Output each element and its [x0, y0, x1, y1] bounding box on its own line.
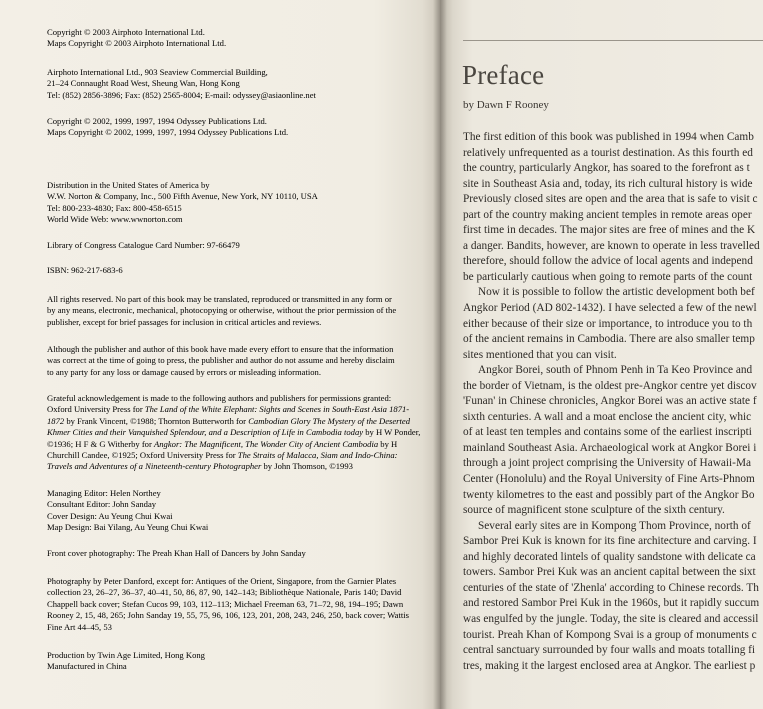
body-line: mainland Southeast Asia. Archaeological work at Angkor Borei i: [463, 441, 757, 454]
production-line: Manufactured in China: [47, 661, 127, 672]
body-line: either because of their size or importance, to introduce you to th: [463, 317, 753, 330]
distribution-line: Distribution in the United States of America by: [47, 180, 210, 190]
photography-credits: [47, 576, 442, 633]
body-line: and restored Sambor Prei Kuk in the 1960s, but it rapidly succum: [463, 597, 760, 610]
body-line: The first edition of this book was published in 1994 when Camb: [463, 131, 754, 143]
rights-line: All rights reserved. No part of this book may be translated, reproduced or transmitted in any form or: [47, 294, 392, 304]
body-line: therefore, should follow the advice of local agents and independ: [463, 255, 753, 268]
isbn: ISBN: 962-217-683-6: [47, 265, 123, 275]
rights-notice: [47, 294, 442, 328]
ack-line: Churchill Candee, ©1925; Oxford University Press for The Straits of Malacca, Siam and Indo-China:: [47, 450, 398, 461]
body-line: site in Southeast Asia and, today, its rich cultural history is wide: [463, 177, 753, 190]
body-line: twenty kilometres to the east and possibly part of the Angkor Bo: [463, 488, 755, 501]
editor-line: Map Design: Bai Yilang, Au Yeung Chui Kwai: [47, 522, 209, 533]
body-line: 'Funan' in Chinese chronicles, Angkor Borei was an active state f: [463, 395, 757, 408]
body-line: Center (Honolulu) and the Royal University of Fine Arts-Phnom: [463, 473, 755, 486]
editor-line: Managing Editor: Helen Northey: [47, 488, 161, 498]
production-line: Production by Twin Age Limited, Hong Kong: [47, 650, 205, 660]
front-cover-credit: Front cover photography: The Preah Khan Hall of Dancers by John Sanday: [47, 548, 306, 558]
photo-line: Fine Art 44–45, 53: [47, 621, 112, 632]
copyright-line: Copyright © 2003 Airphoto International Ltd.: [47, 27, 205, 37]
publisher-line: Tel: (852) 2856-3896; Fax: (852) 2565-8004; E-mail: odyssey@asiaonline.net: [47, 89, 316, 100]
disclaimer-line: Although the publisher and author of this book have made every effort to ensure that the information: [47, 344, 394, 354]
body-line: central sanctuary surrounded by four walls and moats totalling fi: [463, 644, 756, 657]
body-line: the border of Vietnam, is the oldest pre-Angkor centre yet discov: [463, 379, 757, 392]
acknowledgements: [47, 393, 442, 473]
ack-line: Travels and Adventures of a Nineteenth-century Photographer by John Thomson, ©1993: [47, 461, 353, 472]
publisher-line: Airphoto International Ltd., 903 Seaview Commercial Building,: [47, 67, 268, 77]
ack-line: 1872 by Frank Vincent, ©1988; Thornton Butterworth for Cambodian Glory The Mystery of the Deserted: [47, 415, 411, 426]
rights-line: publisher, except for brief passages for inclusion in critical articles and reviews.: [47, 316, 322, 327]
body-line: Sambor Prei Kuk is known for its fine architecture and carving. I: [463, 535, 757, 548]
body-line: Now it is possible to follow the artistic development both bef: [478, 286, 755, 299]
body-line: and highly decorated lintels of quality sandstone with delicate ca: [463, 550, 756, 563]
distribution-line: Tel: 800-233-4830; Fax: 800-458-6515: [47, 202, 182, 213]
body-line: Angkor Borei, south of Phnom Penh in Ta Keo Province and: [478, 364, 753, 377]
production-credits: [47, 650, 442, 673]
publisher-address-block: [47, 67, 442, 101]
odyssey-copyright-block: [47, 116, 442, 139]
photo-line: Rooney 2, 15, 48, 265; John Sanday 19, 55, 75, 96, 106, 123, 201, 208, 243, 246, 250, back cover; Wattis: [47, 610, 409, 621]
photo-line: Chappell back cover; Stefan Cucos 99, 103, 112–113; Michael Freeman 63, 71–72, 98, 194–195; Dawn: [47, 598, 404, 609]
publisher-line: 21–24 Connaught Road West, Sheung Wan, Hong Kong: [47, 78, 240, 89]
header-rule: [463, 40, 763, 41]
rights-line: by any means, electronic, mechanical, photocopying or otherwise, without the prior permission of the: [47, 305, 397, 316]
body-line: a danger. Bandits, however, are known to operate in less travelled: [463, 239, 760, 252]
disclaimer-line: to any party for any loss or damage caused by errors or misleading information.: [47, 366, 321, 377]
body-line: Several early sites are in Kompong Thom Province, north of: [478, 519, 751, 532]
copyright-line: Copyright © 2002, 1999, 1997, 1994 Odyssey Publications Ltd.: [47, 116, 267, 126]
body-line: of the ancient remains in Cambodia. There are also smaller temp: [463, 333, 755, 346]
body-line: Angkor Period (AD 802-1432). I have selected a few of the newl: [463, 302, 757, 315]
preface-body: [463, 130, 763, 674]
editors-credits: [47, 488, 442, 534]
library-of-congress-number: Library of Congress Catalogue Card Number: 97-66479: [47, 240, 240, 250]
author-byline: by Dawn F Rooney: [463, 99, 549, 111]
photo-line: Photography by Peter Danford, except for: Antiques of the Orient, Singapore, from the Garnier Plates: [47, 576, 397, 586]
body-line: of at least ten temples and contains some of the earliest inscripti: [463, 426, 752, 439]
body-line: the country, particularly Angkor, has soared to the forefront as t: [463, 162, 750, 175]
ack-line: ©1936; H F & G Witherby for Angkor: The Magnificent, The Wonder City of Ancient Cambodia by H: [47, 438, 398, 449]
copyright-line: Maps Copyright © 2002, 1999, 1997, 1994 Odyssey Publications Ltd.: [47, 127, 289, 138]
ack-line: Khmer Cities and their Vanquished Splendour, and a Description of Life in Cambodia today by H W Ponder,: [47, 427, 421, 438]
distribution-line: World Wide Web: www.wwnorton.com: [47, 214, 183, 225]
distribution-line: W.W. Norton & Company, Inc., 500 Fifth Avenue, New York, NY 10110, USA: [47, 191, 318, 202]
body-line: source of magnificent stone sculpture of the sixth century.: [463, 504, 725, 517]
disclaimer-notice: [47, 344, 442, 378]
body-line: centuries of the state of 'Zhenla' according to Chinese records. Th: [463, 581, 759, 594]
editor-line: Consultant Editor: John Sanday: [47, 499, 157, 510]
body-line: was engulfed by the jungle. Today, the site is cleared and accessil: [463, 612, 759, 625]
body-line: tres, making it the largest enclosed area at Angkor. The earliest p: [463, 659, 756, 672]
body-line: first time in decades. The major sites are free of mines and the K: [463, 224, 756, 237]
photo-line: collection 23, 26–27, 36–37, 40–41, 50, 86, 87, 90, 142–143; Bibliothèque Nationale, Paris 140; David: [47, 587, 402, 598]
body-line: tourist. Preah Khan of Kompong Svai is a group of monuments c: [463, 628, 757, 641]
body-line: relatively unfrequented as a tourist destination. As this fourth ed: [463, 146, 753, 159]
editor-line: Cover Design: Au Yeung Chui Kwai: [47, 510, 173, 521]
disclaimer-line: was correct at the time of going to press, the publisher and author do not assume and hereby disclaim: [47, 355, 395, 366]
ack-line: Grateful acknowledgement is made to the following authors and publishers for permissions granted:: [47, 393, 392, 403]
distribution-block: [47, 180, 442, 226]
body-line: through a joint project comprising the University of Hawaii-Ma: [463, 457, 752, 470]
body-line: be particularly cautious when going to remote parts of the count: [463, 270, 753, 283]
body-line: sixth centuries. A wall and a moat enclose the ancient city, whic: [463, 410, 752, 423]
copyright-block: [47, 27, 442, 50]
copyright-line: Maps Copyright © 2003 Airphoto International Ltd.: [47, 38, 227, 49]
body-line: part of the country making ancient temples in remote areas oper: [463, 208, 752, 221]
body-line: Previously closed sites are open and the area that is safe to visit c: [463, 193, 758, 206]
body-line: sites mentioned that you can visit.: [463, 348, 617, 361]
ack-line: Oxford University Press for The Land of the White Elephant: Sights and Scenes in South-East Asia 1871-: [47, 404, 410, 415]
page-title: Preface: [462, 60, 545, 90]
body-line: towers. Sambor Prei Kuk was an ancient capital between the sixt: [463, 566, 756, 579]
